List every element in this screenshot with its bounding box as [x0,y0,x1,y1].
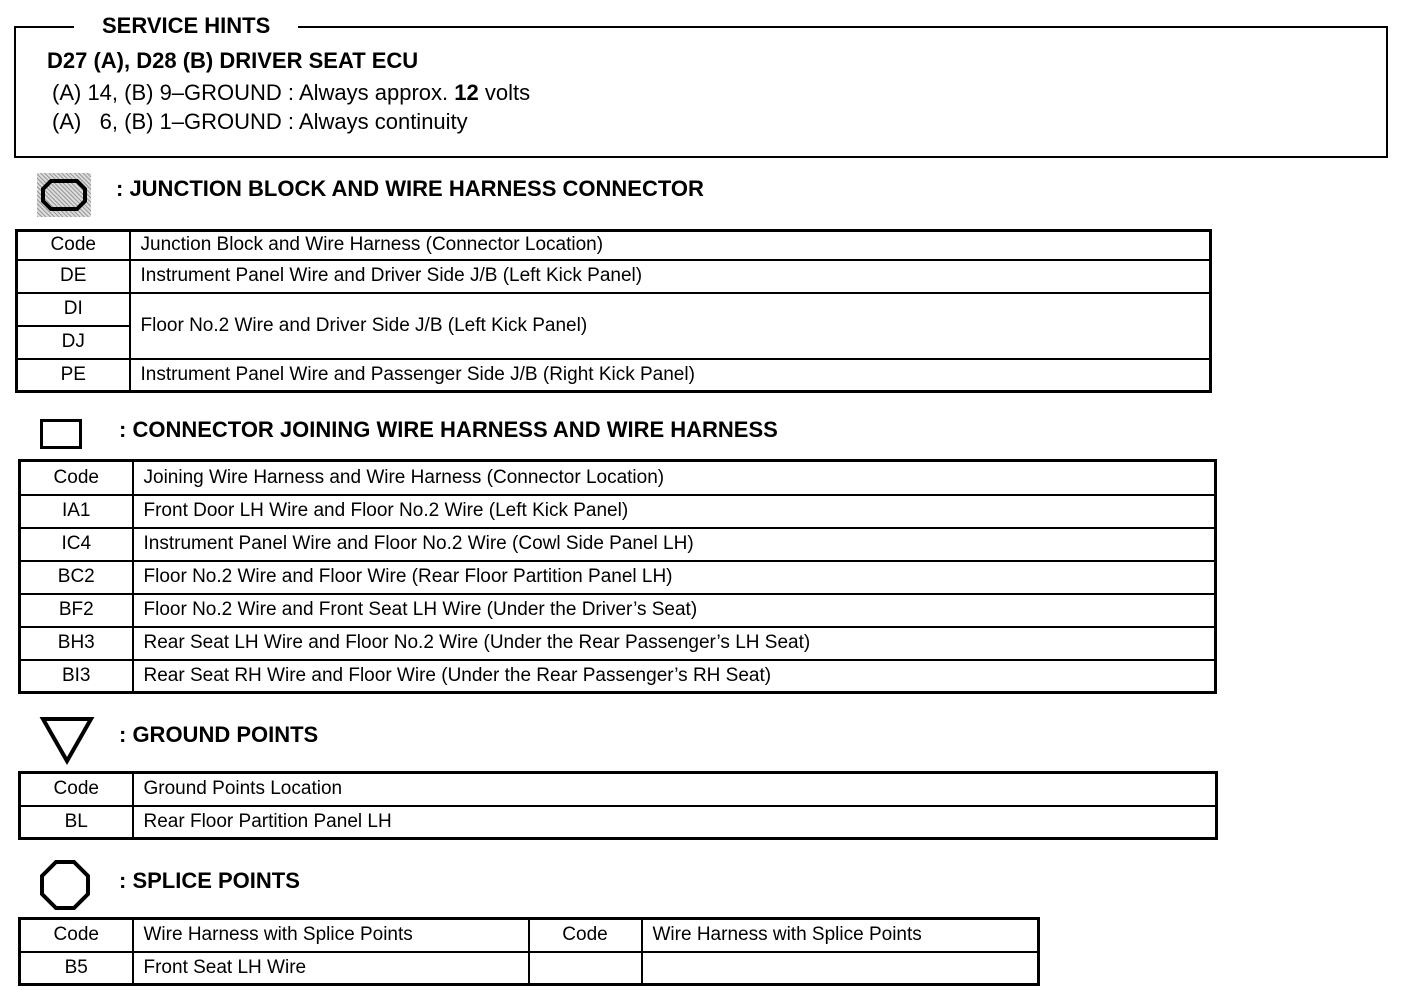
connector-table [18,459,1217,694]
header-code: Code [20,461,133,495]
header-code: Code [20,773,133,806]
table-header-row [20,461,1216,495]
row-code: IA1 [20,495,133,528]
junction-table [15,229,1212,393]
table-row [20,627,1216,660]
row-description: Rear Seat LH Wire and Floor No.2 Wire (Under the Rear Passenger’s LH Seat) [133,627,1216,660]
row-description: Front Door LH Wire and Floor No.2 Wire (Left Kick Panel) [133,495,1216,528]
header-code: Code [529,919,642,952]
ground-table [18,771,1218,840]
header-description: Junction Block and Wire Harness (Connector Location) [130,231,1211,260]
table-row [17,260,1211,293]
header-description: Ground Points Location [133,773,1217,806]
hint-voltage-unit: volts [478,80,531,105]
table-header-row [20,773,1217,806]
row-code: BI3 [20,660,133,693]
ground-triangle-icon [38,714,96,766]
row-code: BL [20,806,133,839]
ecu-heading: D27 (A), D28 (B) DRIVER SEAT ECU [47,48,419,73]
service-hints-title: SERVICE HINTS [74,12,298,40]
row-code: BF2 [20,594,133,627]
splice-octagon-icon [38,858,92,912]
table-header-row [20,919,1039,952]
row-description: Instrument Panel Wire and Passenger Side J/B (Right Kick Panel) [130,359,1211,392]
row-code: B5 [20,952,133,985]
header-description: Wire Harness with Splice Points [642,919,1039,952]
row-code: IC4 [20,528,133,561]
row-code: BC2 [20,561,133,594]
hint-voltage-value: 12 [454,80,479,105]
row-description: Floor No.2 Wire and Floor Wire (Rear Floor Partition Panel LH) [133,561,1216,594]
row-code: BH3 [20,627,133,660]
table-header-row [17,231,1211,260]
table-row [17,359,1211,392]
junction-block-icon [37,173,91,217]
junction-section-title: : JUNCTION BLOCK AND WIRE HARNESS CONNECTOR [116,176,704,201]
row-description: Instrument Panel Wire and Floor No.2 Wire (Cowl Side Panel LH) [133,528,1216,561]
ground-section-title: : GROUND POINTS [119,722,319,747]
header-code: Code [20,919,133,952]
row-description: Floor No.2 Wire and Driver Side J/B (Left Kick Panel) [130,293,1211,359]
table-row [20,806,1217,839]
row-description [642,952,1039,985]
table-row [20,660,1216,693]
row-code: DE [17,260,130,293]
header-description: Wire Harness with Splice Points [133,919,529,952]
connector-section-title: : CONNECTOR JOINING WIRE HARNESS AND WIRE HARNESS [119,417,778,442]
header-description: Joining Wire Harness and Wire Harness (Connector Location) [133,461,1216,495]
table-row [20,495,1216,528]
row-description: Instrument Panel Wire and Driver Side J/B (Left Kick Panel) [130,260,1211,293]
row-code: PE [17,359,130,392]
row-code: DJ [17,326,130,359]
table-row [17,293,1211,326]
row-description: Rear Floor Partition Panel LH [133,806,1217,839]
row-description: Floor No.2 Wire and Front Seat LH Wire (Under the Driver’s Seat) [133,594,1216,627]
splice-section-title: : SPLICE POINTS [119,868,300,893]
splice-table [18,917,1040,986]
hint-voltage-text: (A) 14, (B) 9–GROUND : Always approx. [52,80,455,105]
hint-line-continuity: (A) 6, (B) 1–GROUND : Always continuity [52,109,468,134]
table-row [20,594,1216,627]
table-row [20,952,1039,985]
table-row [20,561,1216,594]
table-row [20,528,1216,561]
row-code [529,952,642,985]
hint-line-voltage [52,80,530,106]
header-code: Code [17,231,130,260]
row-description: Front Seat LH Wire [133,952,529,985]
row-code: DI [17,293,130,326]
row-description: Rear Seat RH Wire and Floor Wire (Under the Rear Passenger’s RH Seat) [133,660,1216,693]
connector-icon [40,419,82,449]
